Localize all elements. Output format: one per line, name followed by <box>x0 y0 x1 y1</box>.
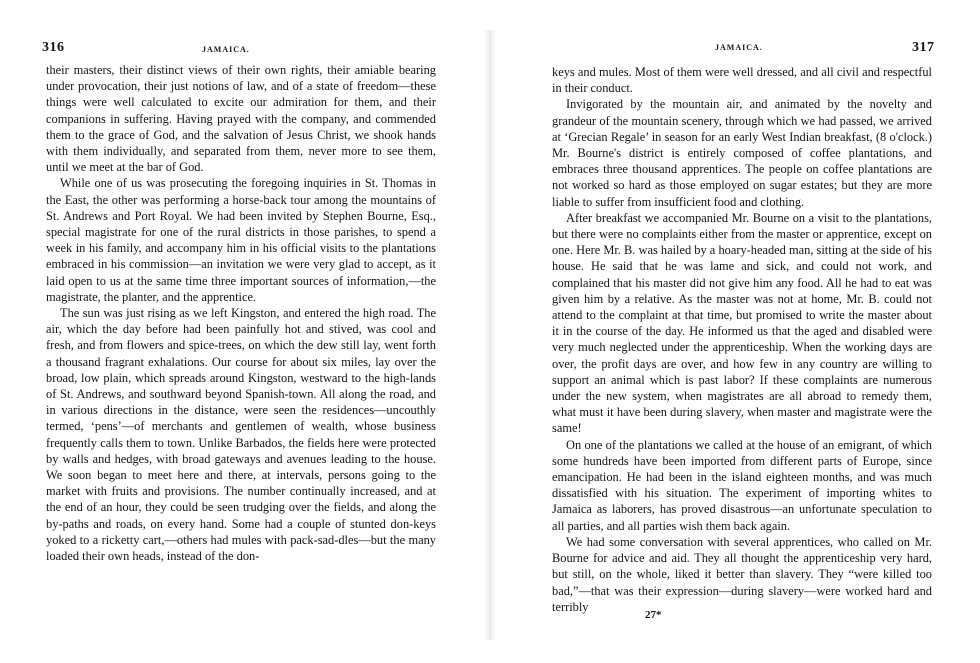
left-paragraph-1: their masters, their distinct views of their own rights, their amiable bearing under provocation, their just notions of law, and of a state of freedom—these things were well calculated to excite our admiration for them, and their companions in suffering. Having prayed with the company, and commended them to the grace of God, and the salvation of Jesus Christ, we shook hands with them individually, and separated from them, never more to see them, until we meet at the bar of God. <box>46 63 436 175</box>
left-running-head: JAMAICA. <box>202 45 250 54</box>
left-paragraph-2: While one of us was prosecuting the foregoing inquiries in St. Thomas in the East, the other was performing a horse-back tour among the mountains of St. Andrews and Port Royal. We had been invited by Stephen Bourne, Esq., special magistrate for one of the rural districts in those parishes, to spend a week in his family, and accompany him in his official visits to the plantations embraced in his commission—an invitation we were very glad to accept, as it laid open to us at the same time three important sources of information,—the magistrate, the planter, and the apprentice. <box>46 176 436 304</box>
right-paragraph-2: Invigorated by the mountain air, and animated by the novelty and grandeur of the mountain scenery, through which we had passed, we arrived at ‘Grecian Regale’ in season for an early West Indian breakfast, (8 o'clock.) Mr. Bourne's district is entirely composed of coffee plantations, and embraces three thousand apprentices. The people on coffee plantations are not worked so hard as those employed on sugar estates; but they are more liable to suffer from insufficient food and clothing. <box>552 97 932 209</box>
left-paragraph-3: The sun was just rising as we left Kingston, and entered the high road. The air, which the day before had been painfully hot and stived, was cool and fresh, and from flowers and spice-trees, on which the dew still lay, went forth a thousand fragrant exhalations. Our course for about six miles, lay over the broad, low plain, which spreads around Kingston, westward to the high-lands of St. Andrews, and southward beyond Spanish-town. All along the road, and in various directions in the distance, were seen the residences—uncouthly termed, ‘pens’—of merchants and gentlemen of wealth, whose business frequently calls them to town. Unlike Barbados, the fields here were protected by walls and hedges, with broad gateways and avenues leading to the house. We soon began to meet here and there, at intervals, persons going to the market with fruits and provisions. The number continually increased, and at the end of an hour, they could be seen trudging over the fields, and along the by-paths and roads, on every hand. Some had a couple of stunted don-keys yoked to a ricketty cart,—others had mules with pack-sad-dles—but the many loaded their own heads, instead of the don- <box>46 306 436 564</box>
right-paragraph-3: After breakfast we accompanied Mr. Bourne on a visit to the plantations, but there were no complaints either from the master or apprentice, except on one. Here Mr. B. was hailed by a hoary-headed man, sitting at the side of his house. He said that he was lame and sick, and could not work, and complained that his master did not give him any food. All he had to eat was given him by a relative. As the master was not at home, Mr. B. could not attend to the complaint at that time, but promised to write the master about it in the course of the day. He informed us that the aged and disabled were very much neglected under the apprenticeship. When the working days are over, the profit days are over, and how few in any country are willing to support an animal which is past labor? If these complaints are numerous under the new system, when magistrates are all abroad to remedy them, what must it have been during slavery, when master and magistrate were the same! <box>552 210 932 436</box>
left-page-body <box>46 62 436 564</box>
right-paragraph-1: keys and mules. Most of them were well dressed, and all civil and respectful in their conduct. <box>552 65 932 96</box>
right-page-number: 317 <box>912 40 935 55</box>
right-paragraph-4: On one of the plantations we called at the house of an emigrant, of which some hundreds have been imported from different parts of Europe, since emancipation. He had been in the island eighteen months, and was much dissatisfied with his situation. The experiment of importing whites to Jamaica as laborers, has proved disastrous—an unfortunate speculation to all parties, and all parties wish them back again. <box>552 437 932 533</box>
right-paragraph-5: We had some conversation with several apprentices, who called on Mr. Bourne for advice and aid. They all thought the apprenticeship very hard, but still, on the whole, liked it better than slavery. They “were killed too bad,”—that was their expression—during slavery—were worked hard and terribly <box>552 534 932 614</box>
signature-mark: 27* <box>645 609 662 621</box>
left-page-number: 316 <box>42 40 65 55</box>
right-page-body <box>552 64 932 615</box>
right-page <box>490 0 980 663</box>
right-running-head: JAMAICA. <box>715 43 763 52</box>
